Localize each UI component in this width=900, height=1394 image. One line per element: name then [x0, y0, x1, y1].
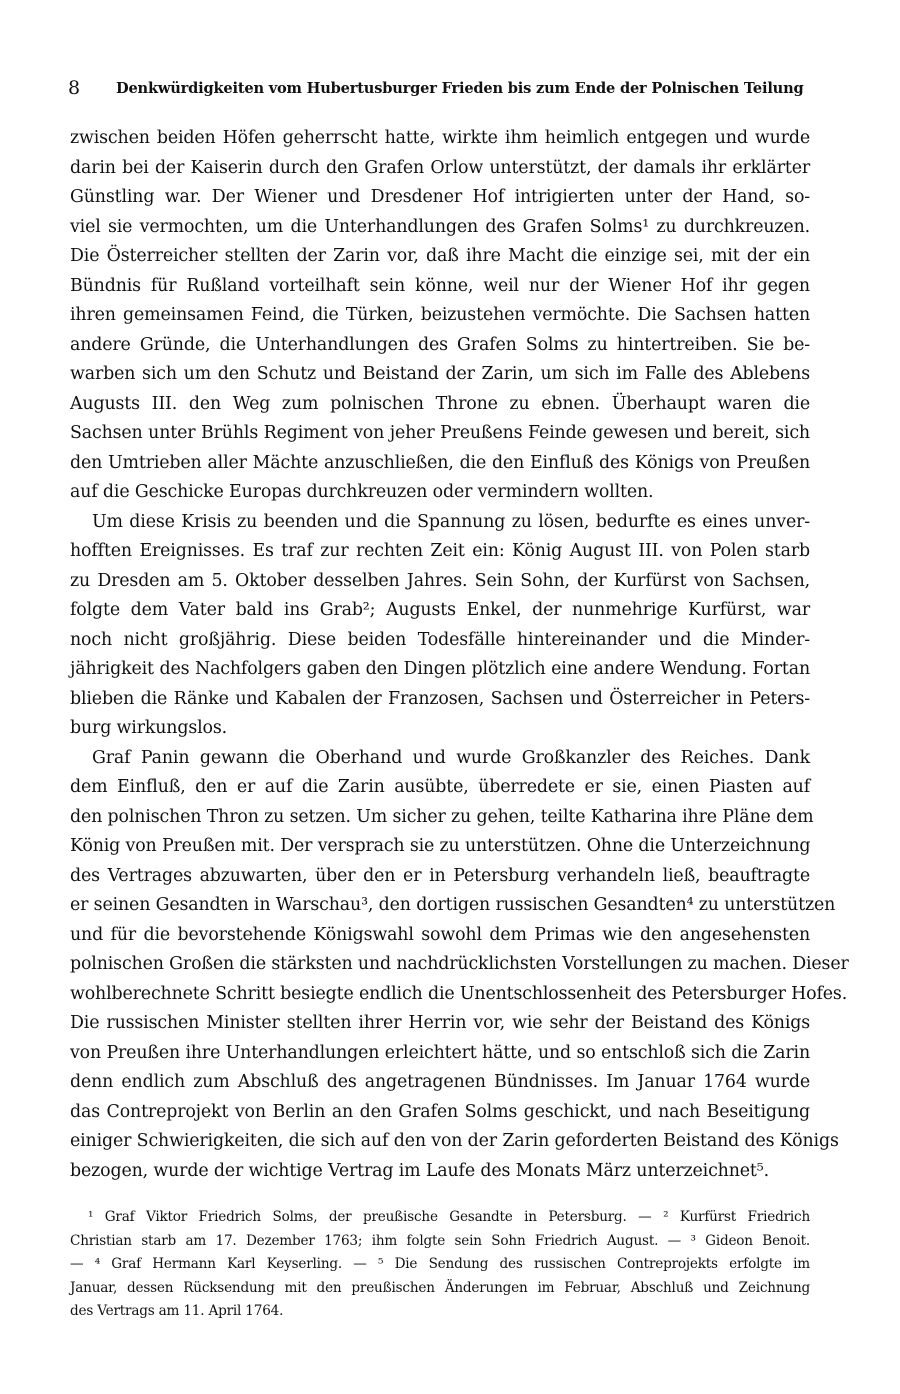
text-line: darin bei der Kaiserin durch den Grafen Orlow unterstützt, der damals ihr erklärter — [70, 157, 810, 178]
page-header — [68, 74, 808, 104]
text-line: des Vertrages abzuwarten, über den er in Petersburg verhandeln ließ, beauftragte — [70, 865, 810, 886]
footnote-line: Christian starb am 17. Dezember 1763; ihm folgte sein Sohn Friedrich August. — ³ Gideon Benoit. — [70, 1232, 810, 1249]
text-line: zu Dresden am 5. Oktober desselben Jahres. Sein Sohn, der Kurfürst von Sachsen, — [70, 570, 810, 591]
text-line: jährigkeit des Nachfolgers gaben den Dingen plötzlich eine andere Wendung. Fortan — [70, 659, 810, 679]
footnote-line: ¹ Graf Viktor Friedrich Solms, der preußische Gesandte in Petersburg. — ² Kurfürst Friedrich — [88, 1209, 810, 1225]
paragraph-start-line: Graf Panin gewann die Oberhand und wurde Großkanzler des Reiches. Dank — [92, 747, 810, 768]
text-line: Die russischen Minister stellten ihrer Herrin vor, wie sehr der Beistand des Königs — [70, 1013, 810, 1033]
text-line: den polnischen Thron zu setzen. Um sicher zu gehen, teilte Katharina ihre Pläne dem — [70, 806, 814, 827]
text-line: zwischen beiden Höfen geherrscht hatte, wirkte ihm heimlich entgegen und wurde — [70, 128, 810, 148]
text-line: das Contreprojekt von Berlin an den Grafen Solms geschickt, und nach Beseitigung — [70, 1101, 810, 1122]
text-line: warben sich um den Schutz und Beistand der Zarin, um sich im Falle des Ablebens — [70, 364, 810, 384]
text-line: Augusts III. den Weg zum polnischen Throne zu ebnen. Überhaupt waren die — [70, 393, 810, 414]
text-line: er seinen Gesandten in Warschau³, den dortigen russischen Gesandten⁴ zu unterstützen — [70, 895, 836, 915]
main-text — [70, 124, 849, 1186]
text-line: Sachsen unter Brühls Regiment von jeher Preußens Feinde gewesen und bereit, sich — [70, 423, 810, 443]
paragraph-start-line: Um diese Krisis zu beenden und die Spannung zu lösen, bedurfte es eines unver- — [92, 511, 810, 532]
paragraph-end-line: auf die Geschicke Europas durchkreuzen oder vermindern wollten. — [70, 482, 654, 502]
text-line: von Preußen ihre Unterhandlungen erleichtert hätte, und so entschloß sich die Zarin — [70, 1042, 810, 1063]
footnote-line: Januar, dessen Rücksendung mit den preußischen Änderungen im Februar, Abschluß und Zeichnung — [70, 1279, 810, 1296]
text-line: viel sie vermochten, um die Unterhandlungen des Grafen Solms¹ zu durchkreuzen. — [70, 216, 810, 237]
text-line: König von Preußen mit. Der versprach sie zu unterstützen. Ohne die Unterzeichnung — [70, 836, 811, 856]
text-line: und für die bevorstehende Königswahl sowohl dem Primas wie den angesehensten — [70, 924, 810, 945]
text-line: folgte dem Vater bald ins Grab²; Augusts Enkel, der nunmehrige Kurfürst, war — [70, 600, 810, 620]
text-line: noch nicht großjährig. Diese beiden Todesfälle hintereinander und die Minder- — [70, 629, 810, 650]
text-line: den Umtrieben aller Mächte anzuschließen, die den Einfluß des Königs von Preußen — [70, 452, 810, 473]
paragraph-end-line: bezogen, wurde der wichtige Vertrag im Laufe des Monats März unterzeichnet⁵. — [70, 1160, 769, 1181]
text-line: blieben die Ränke und Kabalen der Franzosen, Sachsen und Österreicher in Peters- — [70, 688, 810, 709]
text-line: hofften Ereignisses. Es traf zur rechten Zeit ein: König August III. von Polen starb — [70, 541, 810, 561]
text-line: denn endlich zum Abschluß des angetragenen Bündnisses. Im Januar 1764 wurde — [70, 1072, 810, 1092]
footnote-line: des Vertrags am 11. April 1764. — [70, 1303, 284, 1320]
page-number: 8 — [68, 77, 81, 99]
paragraph-end-line: burg wirkungslos. — [70, 718, 227, 738]
footnotes — [70, 1206, 810, 1324]
footnote-line: — ⁴ Graf Hermann Karl Keyserling. — ⁵ Die Sendung des russischen Contreprojekts erfolgte im — [70, 1256, 810, 1273]
text-line: ihren gemeinsamen Feind, die Türken, beizustehen vermöchte. Die Sachsen hatten — [70, 305, 810, 325]
text-line: andere Gründe, die Unterhandlungen des Grafen Solms zu hintertreiben. Sie be- — [70, 334, 810, 355]
running-title: Denkwürdigkeiten vom Hubertusburger Frieden bis zum Ende der Polnischen Teilung — [116, 80, 804, 97]
text-line: wohlberechnete Schritt besiegte endlich die Unentschlossenheit des Petersburger Hofes. — [70, 983, 848, 1004]
text-line: Die Österreicher stellten der Zarin vor, daß ihre Macht die einzige sei, mit der ein — [70, 246, 810, 266]
text-line: Bündnis für Rußland vorteilhaft sein könne, weil nur der Wiener Hof ihr gegen — [70, 275, 810, 296]
text-line: dem Einfluß, den er auf die Zarin ausübte, überredete er sie, einen Piasten auf — [70, 777, 810, 797]
text-line: polnischen Großen die stärksten und nachdrücklichsten Vorstellungen zu machen. Dieser — [70, 954, 849, 974]
text-line: einiger Schwierigkeiten, die sich auf den von der Zarin geforderten Beistand des Königs — [70, 1131, 839, 1151]
text-line: Günstling war. Der Wiener und Dresdener Hof intrigierten unter der Hand, so- — [70, 187, 810, 207]
